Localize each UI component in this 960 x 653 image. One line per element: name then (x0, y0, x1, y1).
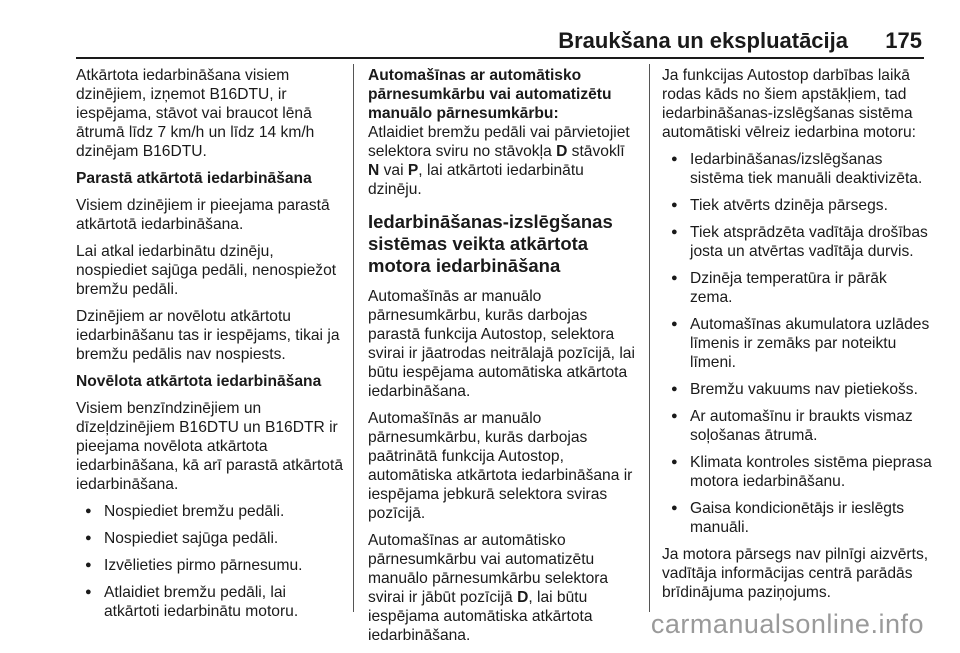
list-item: ● Bremžu vakuums nav pietiekošs. (662, 380, 932, 399)
list-item: ● Tiek atvērts dzinēja pārsegs. (662, 196, 932, 215)
subheading-automatic-gearbox: Automašīnas ar automātisko pārnesumkārbu vai automatizētu manuālo pārnesumkārbu: (368, 67, 612, 122)
list-item: ● Nospiediet bremžu pedāli. (76, 502, 344, 521)
paragraph: Atlaidiet bremžu pedāli vai pārvietojiet selektora sviru no stāvokļa D stāvoklī N vai P, lai atkārtoti iedarbinātu dzinēju. (368, 124, 630, 198)
header-rule (76, 57, 924, 59)
paragraph: Visiem benzīndzinējiem un dīzeļdzinējiem B16DTU un B16DTR ir pieejama novēlota atkārtota iedarbināšana, kā arī parastā atkārtotā iedarbināšana. (76, 400, 343, 493)
list-item: ● Dzinēja temperatūra ir pārāk zema. (662, 269, 932, 307)
column-1 (76, 66, 344, 629)
list-item: ● Tiek atsprādzēta vadītāja drošības josta un atvērtas vadītāja durvis. (662, 223, 932, 261)
paragraph: Automašīnās ar manuālo pārnesumkārbu, kurās darbojas paātrinātā funkcija Autostop, automātiska atkārtota iedarbināšana ir iespējama jebkurā selektora sviras pozīcijā. (368, 410, 633, 522)
subheading-regular-restart: Parastā atkārtotā iedarbināšana (76, 170, 312, 187)
paragraph: Atkārtota iedarbināšana visiem dzinējiem, izņemot B16DTU, ir iespējama, stāvot vai braucot lēnā ātrumā līdz 7 km/h un līdz 14 km/h dzinējam B16DTU. (76, 67, 315, 160)
page-number: 175 (885, 28, 922, 53)
column-2 (368, 66, 640, 653)
list-item: ● Atlaidiet bremžu pedāli, lai atkārtoti iedarbinātu motoru. (76, 583, 344, 621)
list-item: ● Automašīnas akumulatora uzlādes līmenis ir zemāks par noteiktu līmeni. (662, 315, 932, 372)
paragraph: Automašīnas ar automātisko pārnesumkārbu vai automatizētu manuālo pārnesumkārbu selektora svirai ir jābūt pozīcijā D, lai būtu iespējama automātiska atkārtota iedarbināšana. (368, 532, 609, 644)
list-item: ● Iedarbināšanas/izslēgšanas sistēma tiek manuāli deaktivizēta. (662, 150, 932, 188)
header-title: Braukšana un ekspluatācija (558, 28, 848, 53)
list-item: ● Nospiediet sajūga pedāli. (76, 529, 344, 548)
column-3 (662, 66, 932, 610)
paragraph: Ja motora pārsegs nav pilnīgi aizvērts, vadītāja informācijas centrā parādās brīdinājuma paziņojums. (662, 546, 929, 601)
bullet-list (76, 502, 344, 621)
list-item: ● Gaisa kondicionētājs ir ieslēgts manuāli. (662, 499, 932, 537)
bullet-list (662, 150, 932, 537)
page-header (0, 0, 960, 62)
paragraph: Dzinējiem ar novēlotu atkārtotu iedarbināšanu tas ir iespējams, tikai ja bremžu pedālis nav nospiests. (76, 308, 340, 363)
list-item: ● Klimata kontroles sistēma pieprasa motora iedarbināšanu. (662, 453, 932, 491)
paragraph: Ja funkcijas Autostop darbības laikā rodas kāds no šiem apstākļiem, tad iedarbināšanas-izslēgšanas sistēma automātiski vēlreiz iedarbina motoru: (662, 67, 916, 141)
paragraph: Visiem dzinējiem ir pieejama parastā atkārtotā iedarbināšana. (76, 197, 330, 233)
list-item: ● Izvēlieties pirmo pārnesumu. (76, 556, 344, 575)
paragraph: Automašīnās ar manuālo pārnesumkārbu, kurās darbojas parastā funkcija Autostop, selektora svirai ir jāatrodas neitrālajā pozīcijā, lai būtu iespējama automātiska atkārtota iedarbināšana. (368, 288, 635, 400)
subheading-delayed-restart: Novēlota atkārtota iedarbināšana (76, 373, 322, 390)
paragraph: Lai atkal iedarbinātu dzinēju, nospiediet sajūga pedāli, nenospiežot bremžu pedāli. (76, 243, 337, 298)
column-divider (649, 64, 650, 612)
section-heading: Iedarbināšanas-izslēgšanas sistēmas veikta atkārtota motora iedarbināšana (368, 211, 613, 276)
list-item: ● Ar automašīnu ir braukts vismaz soļošanas ātrumā. (662, 407, 932, 445)
column-divider (353, 64, 354, 612)
watermark: carmanualsonline.info (650, 609, 924, 639)
